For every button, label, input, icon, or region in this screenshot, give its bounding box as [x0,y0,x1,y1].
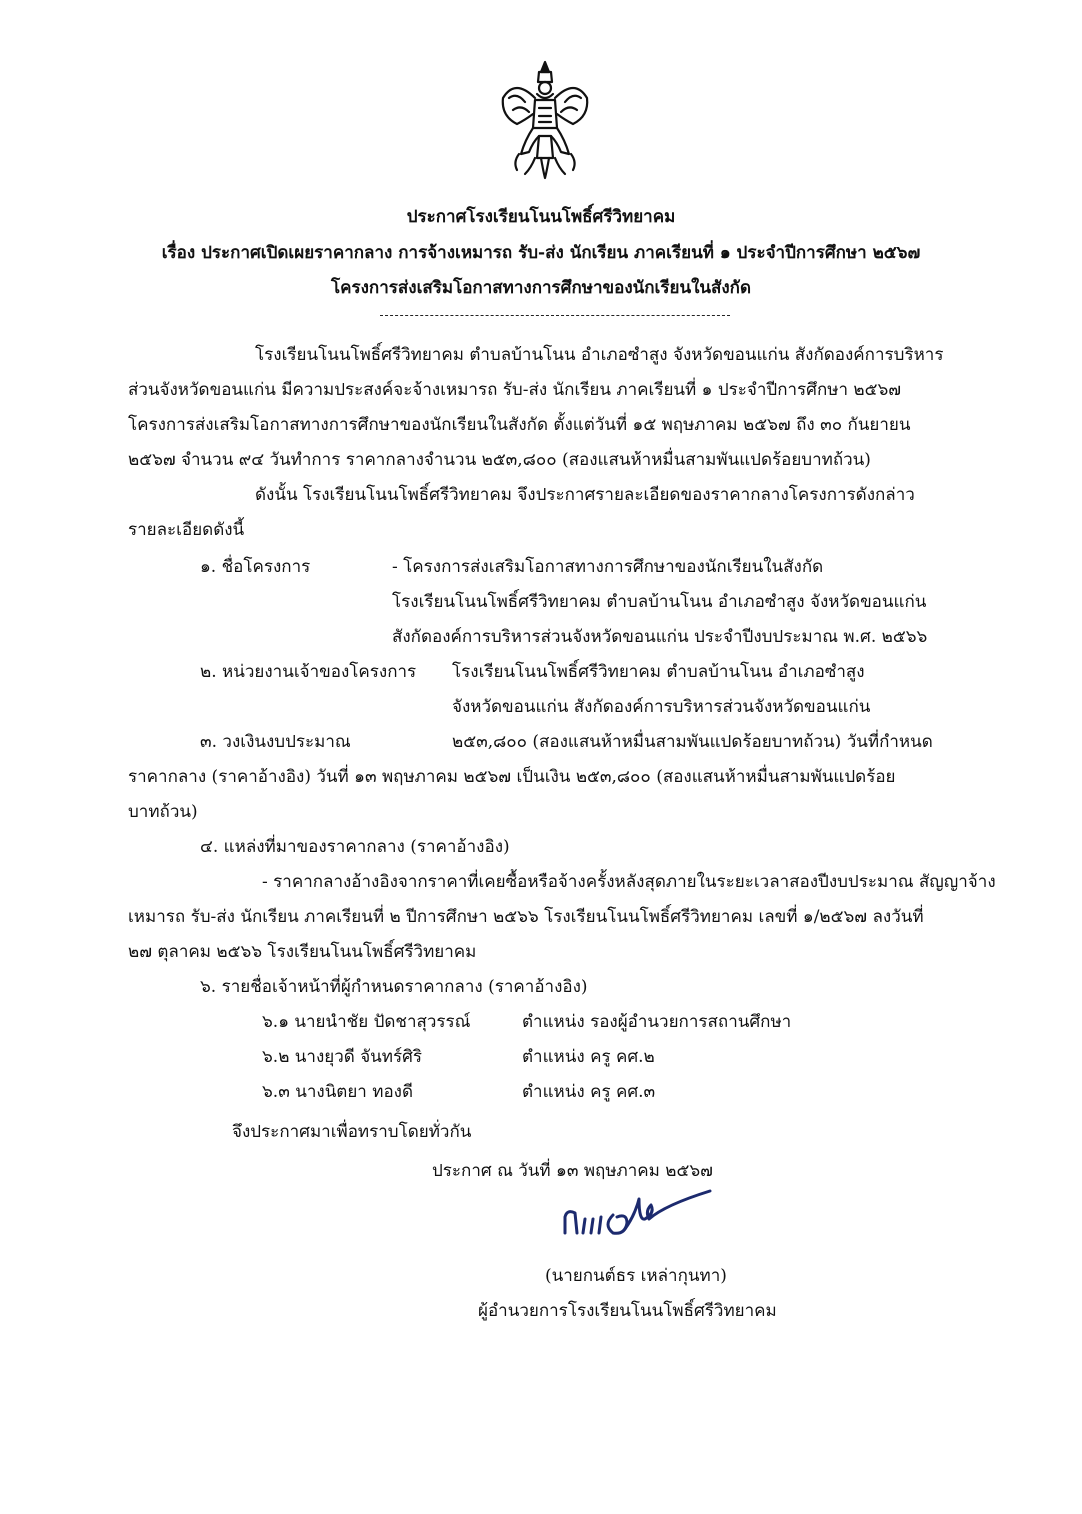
official-position: ตำแหน่ง รองผู้อำนวยการสถานศึกษา [522,1012,792,1032]
item-4-line-2: เหมารถ รับ-ส่ง นักเรียน ภาคเรียนที่ ๒ ปีการศึกษา ๒๕๖๖ โรงเรียนโนนโพธิ์ศรีวิทยาคม เลขที่ ๑/๒๕๖๗ ลงวันที่ [128,907,924,927]
garuda-emblem-icon [495,58,595,183]
official-name: ๖.๑ นายนำชัย ปัดชาสุวรรณ์ [262,1012,471,1032]
official-position: ตำแหน่ง ครู คศ.๒ [522,1047,655,1067]
document-subject: เรื่อง ประกาศเปิดเผยราคากลาง การจ้างเหมารถ รับ-ส่ง นักเรียน ภาคเรียนที่ ๑ ประจำปีการศึกษา ๒๕๖๗ [161,243,921,263]
item-3-label: ๓. วงเงินงบประมาณ [200,732,351,752]
signer-position: ผู้อำนวยการโรงเรียนโนนโพธิ์ศรีวิทยาคม [478,1301,777,1321]
item-4-line-3: ๒๗ ตุลาคม ๒๕๖๖ โรงเรียนโนนโพธิ์ศรีวิทยาคม [128,942,477,962]
document-project: โครงการส่งเสริมโอกาสทางการศึกษาของนักเรียนในสังกัด [330,278,752,298]
announcement-date: ประกาศ ณ วันที่ ๑๓ พฤษภาคม ๒๕๖๗ [432,1161,713,1181]
item-3-line-2: ราคากลาง (ราคาอ้างอิง) วันที่ ๑๓ พฤษภาคม ๒๕๖๗ เป็นเงิน ๒๕๓,๘๐๐ (สองแสนห้าหมื่นสามพันแปดร้อย [128,767,896,787]
item-1-line-3: สังกัดองค์การบริหารส่วนจังหวัดขอนแก่น ประจำปีงบประมาณ พ.ศ. ๒๕๖๖ [392,627,928,647]
intro-line-4: ๒๕๖๗ จำนวน ๙๔ วันทำการ ราคากลางจำนวน ๒๕๓,๘๐๐ (สองแสนห้าหมื่นสามพันแปดร้อยบาทถ้วน) [128,450,871,470]
official-name: ๖.๒ นางยุวดี จันทร์ศิริ [262,1047,423,1067]
document-title: ประกาศโรงเรียนโนนโพธิ์ศรีวิทยาคม [406,207,676,227]
intro-line-6: รายละเอียดดังนี้ [128,520,245,540]
intro-line-1: โรงเรียนโนนโพธิ์ศรีวิทยาคม ตำบลบ้านโนน อำเภอซำสูง จังหวัดขอนแก่น สังกัดองค์การบริหาร [255,345,944,365]
item-1-label: ๑. ชื่อโครงการ [200,557,311,577]
item-6-label: ๖. รายชื่อเจ้าหน้าที่ผู้กำหนดราคากลาง (ราคาอ้างอิง) [200,977,588,997]
intro-line-3: โครงการส่งเสริมโอกาสทางการศึกษาของนักเรียนในสังกัด ตั้งแต่วันที่ ๑๕ พฤษภาคม ๒๕๖๗ ถึง ๓๐ กันยายน [128,415,911,435]
item-2-label: ๒. หน่วยงานเจ้าของโครงการ [200,662,417,682]
intro-line-2: ส่วนจังหวัดขอนแก่น มีความประสงค์จะจ้างเหมารถ รับ-ส่ง นักเรียน ภาคเรียนที่ ๑ ประจำปีการศึกษา ๒๕๖๗ [128,380,902,400]
signature-icon [555,1175,715,1250]
item-2-line-2: จังหวัดขอนแก่น สังกัดองค์การบริหารส่วนจังหวัดขอนแก่น [452,697,871,717]
closing-announcement: จึงประกาศมาเพื่อทราบโดยทั่วกัน [232,1122,472,1142]
signer-name: (นายกนต์ธร เหล่ากุนทา) [545,1266,727,1286]
item-2-line-1: โรงเรียนโนนโพธิ์ศรีวิทยาคม ตำบลบ้านโนน อำเภอซำสูง [452,662,865,682]
item-3-line-1: ๒๕๓,๘๐๐ (สองแสนห้าหมื่นสามพันแปดร้อยบาทถ้วน) วันที่กำหนด [452,732,933,752]
intro-line-5: ดังนั้น โรงเรียนโนนโพธิ์ศรีวิทยาคม จึงประกาศรายละเอียดของราคากลางโครงการดังกล่าว [255,485,915,505]
item-4-label: ๔. แหล่งที่มาของราคากลาง (ราคาอ้างอิง) [200,837,510,857]
item-4-line-1: - ราคากลางอ้างอิงจากราคาที่เคยซื้อหรือจ้างครั้งหลังสุดภายในระยะเวลาสองปีงบประมาณ สัญญาจ้าง [262,872,996,892]
item-1-line-2: โรงเรียนโนนโพธิ์ศรีวิทยาคม ตำบลบ้านโนน อำเภอซำสูง จังหวัดขอนแก่น [392,592,927,612]
official-name: ๖.๓ นางนิตยา ทองดี [262,1082,414,1102]
item-3-line-3: บาทถ้วน) [128,802,198,822]
official-position: ตำแหน่ง ครู คศ.๓ [522,1082,656,1102]
item-1-line-1: - โครงการส่งเสริมโอกาสทางการศึกษาของนักเรียนในสังกัด [392,557,824,577]
title-divider [380,315,730,316]
